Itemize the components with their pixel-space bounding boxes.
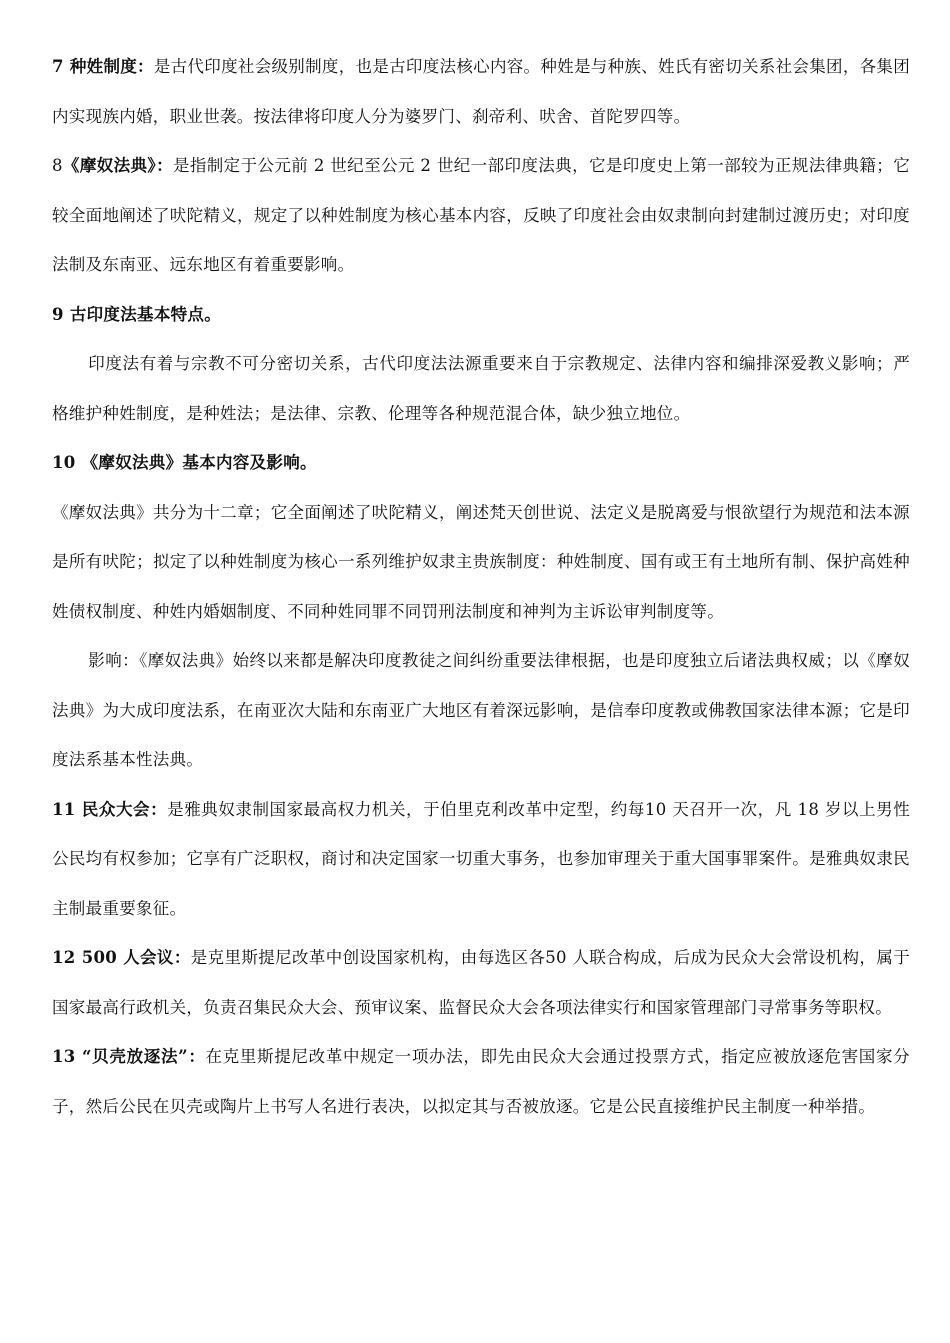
item-12-number: 12 <box>52 948 82 967</box>
item-8-number: 8 <box>52 156 63 175</box>
section-9-body: 印度法有着与宗教不可分密切关系，古代印度法法源重要来自于宗教规定、法律内容和编排深爱教义影响；严格维护种姓制度，是种姓法；是法律、宗教、伦理等各种规范混合体，缺少独立地位。 <box>52 354 910 423</box>
item-7-term: 种姓制度： <box>69 57 154 76</box>
item-8-term: 《摩奴法典》： <box>62 156 173 175</box>
item-12 <box>52 933 910 1032</box>
section-10-heading: 10 《摩奴法典》基本内容及影响。 <box>52 453 317 472</box>
section-9-heading: 9 古印度法基本特点。 <box>52 304 222 324</box>
item-7-number: 7 <box>52 57 70 76</box>
item-13 <box>52 1032 910 1131</box>
document-page <box>52 42 910 1131</box>
item-12-term: 500 人会议： <box>81 948 191 967</box>
item-13-number: 13 <box>52 1047 82 1066</box>
item-7 <box>52 42 910 141</box>
item-11 <box>52 785 910 934</box>
item-13-term: “贝壳放逐法”： <box>82 1047 206 1066</box>
section-10-body-contents: 《摩奴法典》共分为十二章；它全面阐述了吠陀精义，阐述梵天创世说、法定义是脱离爱与恨欲望行为规范和法本源是所有吠陀；拟定了以种姓制度为核心一系列维护奴隶主贵族制度：种姓制度、国有或王有土地所有制、保护高姓种姓债权制度、种姓内婚姻制度、不同种姓同罪不同罚刑法制度和神判为主诉讼审判制度等。 <box>52 502 910 621</box>
item-11-term: 民众大会： <box>81 799 168 819</box>
item-8-text: 是指制定于公元前 2 世纪至公元 2 世纪一部印度法典，它是印度史上第一部较为正规法律典籍；它较全面地阐述了吠陀精义，规定了以种姓制度为核心基本内容，反映了印度社会由奴隶制向封建制过渡历史；对印度法制及东南亚、远东地区有着重要影响。 <box>52 156 911 274</box>
section-10-body-influence: 影响：《摩奴法典》始终以来都是解决印度教徒之间纠纷重要法律根据，也是印度独立后诸法典权威；以《摩奴法典》为大成印度法系，在南亚次大陆和东南亚广大地区有着深远影响，是信奉印度教或佛教国家法律本源；它是印度法系基本性法典。 <box>52 651 910 769</box>
item-13-text: 在克里斯提尼改革中规定一项办法，即先由民众大会通过投票方式，指定应被放逐危害国家分子，然后公民在贝壳或陶片上书写人名进行表决，以拟定其与否被放逐。它是公民直接维护民主制度一种举措。 <box>52 1047 910 1116</box>
item-12-text: 是克里斯提尼改革中创设国家机构，由每选区各50 人联合构成，后成为民众大会常设机构，属于国家最高行政机关，负责召集民众大会、预审议案、监督民众大会各项法律实行和国家管理部门寻常事务等职权。 <box>52 948 910 1017</box>
item-8 <box>52 141 910 290</box>
item-7-text: 是古代印度社会级别制度，也是古印度法核心内容。种姓是与种族、姓氏有密切关系社会集团，各集团内实现族内婚，职业世袭。按法律将印度人分为婆罗门、刹帝利、吠舍、首陀罗四等。 <box>52 57 911 126</box>
item-11-number: 11 <box>52 799 82 819</box>
item-11-text: 是雅典奴隶制国家最高权力机关，于伯里克利改革中定型，约每10 天召开一次，凡 18 岁以上男性公民均有权参加；它享有广泛职权，商讨和决定国家一切重大事务，也参加审理关于重大国事罪案件。是雅典奴隶民主制最重要象征。 <box>52 799 911 918</box>
